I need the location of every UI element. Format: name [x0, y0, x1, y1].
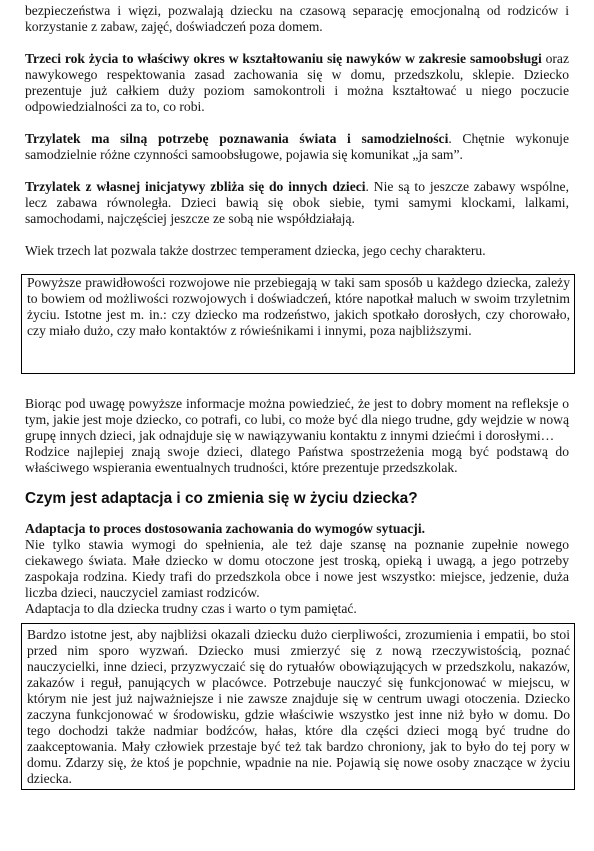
- framed-note-development: Powyższe prawidłowości rozwojowe nie przebiegają w taki sam sposób u każdego dziecka, zależy to bowiem od możliwości rozwojowych i doświadczeń, które napotkał maluch w swoim trzyletnim życiu. Istotne jest m. in.: czy dziecko ma rodzeństwo, jakich spotkało dorosłych, czy chorowało, czy miało dużo, czy mało kontaktów z rówieśnikami i innymi, poza najbliższymi.: [21, 274, 575, 374]
- document-page: [25, 3, 569, 790]
- paragraph-new-world: Nie tylko stawia wymogi do spełnienia, ale też daje szansę na poznanie zupełnie nowego ciekawego świata. Małe dziecko w domu otoczone jest troską, opieką i uwagą, a jego potrzeby zaspokaja rodzina. Kiedy trafi do przedszkola obce i nowe jest wszystko: miejsce, jedzenie, duża liczba dzieci, nauczyciel zamiast rodziców.: [25, 537, 569, 600]
- paragraph-temperament: Wiek trzech lat pozwala także dostrzec temperament dziecka, jego cechy charakteru.: [25, 243, 486, 258]
- framed-note-challenges: Bardzo istotne jest, aby najbliżsi okazali dziecku dużo cierpliwości, zrozumienia i empatii, bo stoi przed nim sporo wyzwań. Dziecko musi zmierzyć się z nową rzeczywistością, poznać nauczycielki, inne dzieci, przyzwyczaić się do rytuałów obowiązujących w przedszkolu, nakazów, zakazów i reguł, panujących w placówce. Potrzebuje nauczyć się funkcjonować w miejscu, w którym nie jest już najważniejsze i nie zawsze znajduje się w centrum uwagi otoczenia. Dziecko zaczyna funkcjonować w środowisku, gdzie właściwie wszystko jest inne niż było w domu. Do tego dochodzi także nadmiar bodźców, hałas, które dla części dzieci mogą być trudne do zaakceptowania. Mały człowiek przestaje być też tak bardzo chroniony, jak to było do tej pory w domu. Zdarzy się, że ktoś je popchnie, wpadnie na nie. Pojawią się nowe osoby znaczące w życiu dziecka.: [21, 623, 575, 790]
- paragraph-other-children: [25, 179, 569, 227]
- paragraph-independence-lead: Trzylatek ma silną potrzebę poznawania świata i samodzielności: [25, 131, 449, 146]
- paragraph-independence: [25, 131, 569, 163]
- paragraph-parents: Rodzice najlepiej znają swoje dzieci, dlatego Państwa spostrzeżenia mogą być podstawą do właściwego wspierania ewentualnych trudności, które prezentuje przedszkolak.: [25, 444, 569, 475]
- paragraph-self-care: [25, 51, 569, 115]
- paragraph-independence-text: . Chętnie wykonuje samodzielnie różne czynności samoobsługowe, pojawia się komunikat „ja sam”.: [25, 131, 569, 162]
- section-heading-adaptation: Czym jest adaptacja i co zmienia się w życiu dziecka?: [25, 490, 418, 507]
- paragraph-other-children-text: . Nie są to jeszcze zabawy wspólne, lecz zabawa równoległa. Dzieci bawią się obok siebie, tymi samymi klockami, lalkami, samochodami, najczęściej jeszcze ze sobą nie współdziałają.: [25, 179, 569, 226]
- paragraph-intro-continuation: bezpieczeństwa i więzi, pozwalają dziecku na czasową separację emocjonalną od rodziców i korzystanie z zabaw, zajęć, doświadczeń poza domem.: [25, 3, 569, 34]
- paragraph-self-care-lead: Trzeci rok życia to właściwy okres w kształtowaniu się nawyków w zakresie samoobsługi: [25, 51, 542, 66]
- paragraph-difficult-time: Adaptacja to dla dziecka trudny czas i warto o tym pamiętać.: [25, 601, 357, 616]
- paragraph-self-care-text: oraz nawykowego respektowania zasad zachowania się w domu, przedszkolu, sklepie. Dziecko prezentuje już całkiem duży poziom samokontroli i można kształtować u niego poczucie odpowiedzialności za to, co robi.: [25, 51, 569, 114]
- paragraph-adaptation-definition: Adaptacja to proces dostosowania zachowania do wymogów sytuacji.: [25, 521, 426, 536]
- paragraph-reflection: Biorąc pod uwagę powyższe informacje można powiedzieć, że jest to dobry moment na refleksje o tym, jakie jest moje dziecko, co potrafi, co lubi, co może być dla niego trudne, gdy wejdzie w nową grupę innych dzieci, jak odnajduje się w nawiązywaniu kontaktu z innymi dziećmi i dorosłymi…: [25, 396, 569, 443]
- paragraph-other-children-lead: Trzylatek z własnej inicjatywy zbliża się do innych dzieci: [25, 179, 366, 194]
